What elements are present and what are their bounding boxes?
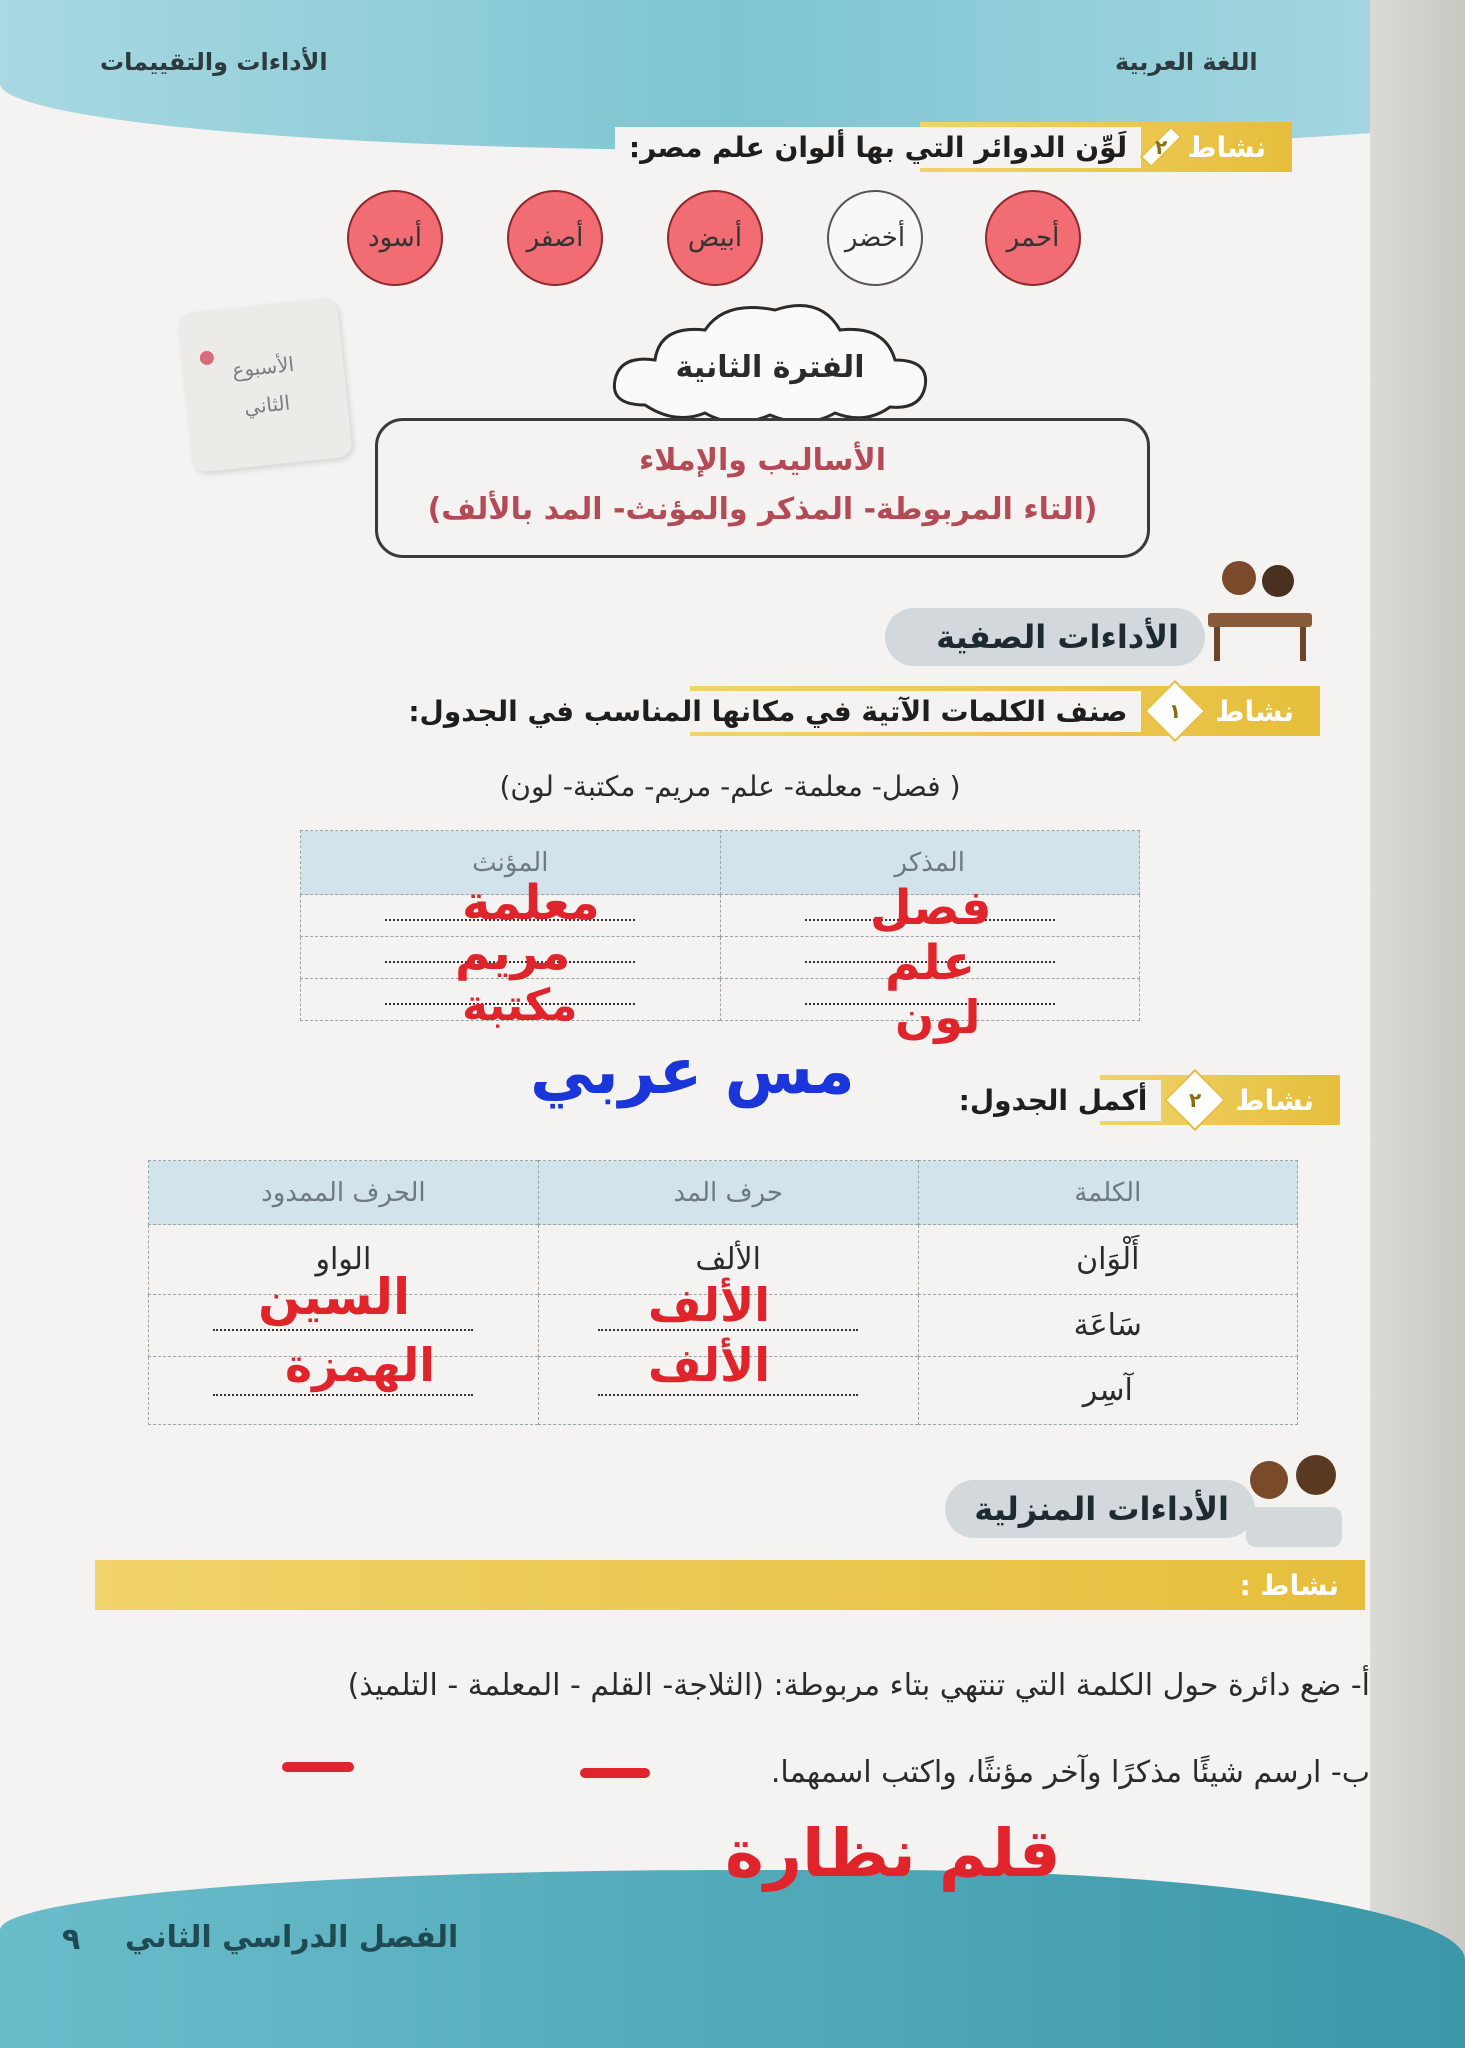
activity-instruction: صنف الكلمات الآتية في مكانها المناسب في الجدول: bbox=[394, 691, 1141, 732]
period-cloud-title: الفترة الثانية bbox=[675, 350, 865, 385]
hand-answer-masc-3: لون bbox=[895, 990, 981, 1044]
activity-complete-header bbox=[880, 1075, 1340, 1125]
color-circle-green[interactable]: أخضر bbox=[827, 190, 923, 286]
hand-answer-fem-1: معلمة bbox=[462, 875, 600, 931]
classify-word-list: ( فصل- معلمة- علم- مريم- مكتبة- لون) bbox=[499, 770, 961, 803]
activity-tag: نشاط bbox=[1187, 130, 1266, 164]
red-dash-mark bbox=[580, 1768, 650, 1778]
teacher-signature: مس عربي bbox=[530, 1035, 855, 1109]
week-label-line2: الثاني bbox=[242, 390, 292, 420]
activity-tag: نشاط : bbox=[1239, 1568, 1339, 1602]
color-circle-black[interactable]: أسود bbox=[347, 190, 443, 286]
activity-instruction: لَوِّن الدوائر التي بها ألوان علم مصر: bbox=[615, 127, 1141, 168]
kids-reading-illustration bbox=[1240, 1455, 1350, 1555]
header-right-title: اللغة العربية bbox=[1115, 48, 1258, 76]
home-item-b: ب- ارسم شيئًا مذكرًا وآخر مؤنثًا، واكتب اسمهما. bbox=[770, 1755, 1370, 1790]
hand-answer-masc-2: علم bbox=[885, 935, 976, 991]
hand-answer-madd-2: الألف bbox=[648, 1338, 771, 1392]
week-label-line1: الأسبوع bbox=[231, 351, 296, 383]
table-row: أَلْوَان الألف الواو bbox=[149, 1225, 1298, 1295]
footer-page-number: ٩ bbox=[62, 1922, 81, 1957]
kids-studying-illustration bbox=[1200, 555, 1320, 665]
activity-instruction: أكمل الجدول: bbox=[945, 1080, 1162, 1121]
header-left-title: الأداءات والتقييمات bbox=[100, 48, 328, 76]
page-edge bbox=[1370, 0, 1465, 2048]
hand-answer-masc-1: فصل bbox=[870, 880, 992, 936]
header-masculine: المذكر bbox=[720, 831, 1140, 895]
hand-answer-fem-2: مريم bbox=[455, 925, 571, 981]
footer-term: الفصل الدراسي الثاني bbox=[125, 1920, 459, 1955]
classify-table bbox=[300, 830, 1140, 1021]
footer-band bbox=[0, 1870, 1465, 2048]
red-dash-mark bbox=[282, 1762, 354, 1772]
week-sticky-note bbox=[177, 297, 353, 473]
hand-answer-fem-3: مكتبة bbox=[462, 980, 578, 1031]
hand-answer-mamdud-1: السين bbox=[258, 1268, 411, 1326]
table-row: سَاعَة bbox=[149, 1295, 1298, 1357]
handwritten-answer-b: قلم نظارة bbox=[725, 1815, 1061, 1892]
color-circle-white[interactable]: أبيض bbox=[667, 190, 763, 286]
hand-answer-mamdud-2: الهمزة bbox=[285, 1338, 436, 1392]
table-row: آسِر bbox=[149, 1357, 1298, 1425]
activity-home-bar bbox=[95, 1560, 1365, 1610]
header-feminine: المؤنث bbox=[301, 831, 721, 895]
class-section-title: الأداءات الصفية bbox=[885, 608, 1205, 666]
header-word: الكلمة bbox=[918, 1161, 1297, 1225]
period-box-title: الأساليب والإملاء bbox=[638, 443, 887, 478]
period-topic-box bbox=[375, 418, 1150, 558]
activity-colors-header bbox=[615, 122, 1292, 172]
hand-answer-madd-1: الألف bbox=[648, 1278, 771, 1332]
header-mamdud: الحرف الممدود bbox=[149, 1161, 539, 1225]
home-item-a: أ- ضع دائرة حول الكلمة التي تنتهي بتاء مربوطة: (الثلاجة- القلم - المعلمة - التلميذ) bbox=[347, 1668, 1370, 1703]
home-section-title: الأداءات المنزلية bbox=[945, 1480, 1255, 1538]
activity-tag: نشاط bbox=[1215, 694, 1294, 728]
color-circle-yellow[interactable]: أصفر bbox=[507, 190, 603, 286]
activity-tag: نشاط bbox=[1235, 1083, 1314, 1117]
activity-classify-header bbox=[370, 686, 1320, 736]
activity-number-badge: ١ bbox=[1144, 680, 1206, 742]
color-circle-red[interactable]: أحمر bbox=[985, 190, 1081, 286]
activity-number-badge: ٢ bbox=[1140, 126, 1183, 169]
period-box-subtitle: (التاء المربوطة- المذكر والمؤنث- المد بالألف) bbox=[427, 492, 1098, 527]
header-madd: حرف المد bbox=[538, 1161, 918, 1225]
activity-number-badge: ٢ bbox=[1164, 1069, 1226, 1131]
